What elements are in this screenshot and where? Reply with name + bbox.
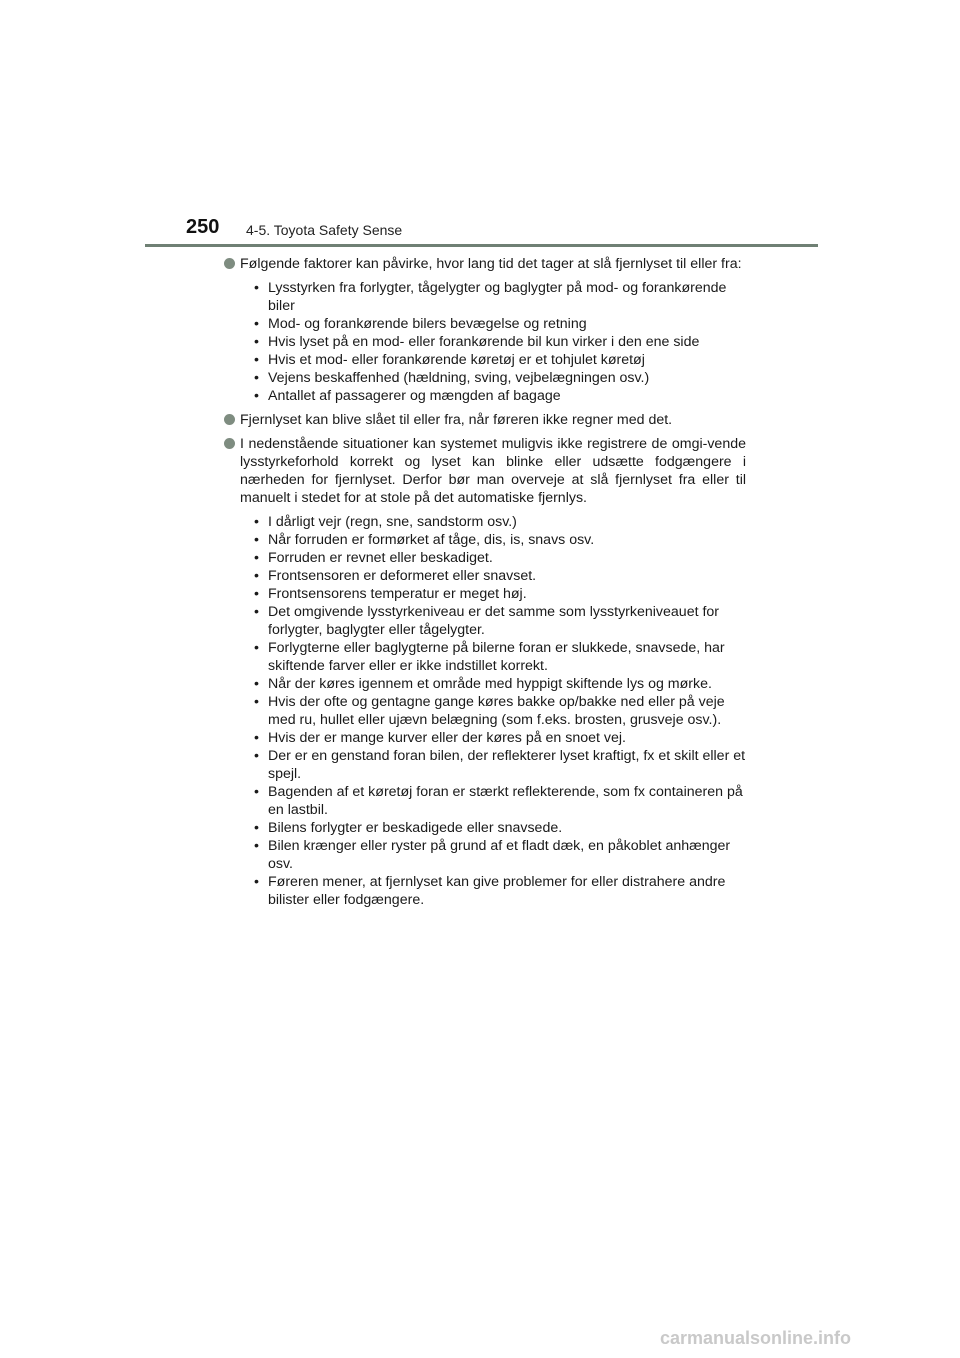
round-bullet-icon	[224, 438, 235, 449]
sub-list-item: • Når forruden er formørket af tåge, dis, is, snavs osv.	[240, 531, 746, 549]
round-bullet-icon	[224, 414, 235, 425]
sub-list-item: • Føreren mener, at fjernlyset kan give problemer for eller distrahere andre bilister eller fodgængere.	[240, 873, 746, 909]
sub-list-item: • Der er en genstand foran bilen, der reflekterer lyset kraftigt, fx et skilt eller et spejl.	[240, 747, 746, 783]
bullet-item	[222, 255, 746, 405]
sub-list-item: • Det omgivende lysstyrkeniveau er det samme som lysstyrkeniveauet for forlygter, baglygter eller tågelygter.	[240, 603, 746, 639]
sub-list-item: • Mod- og forankørende bilers bevægelse og retning	[240, 315, 746, 333]
header-rule	[145, 244, 818, 247]
sub-list-item: • Antallet af passagerer og mængden af bagage	[240, 387, 746, 405]
sub-list-item: • I dårligt vejr (regn, sne, sandstorm osv.)	[240, 513, 746, 531]
sub-list-item: • Forlygterne eller baglygterne på bilerne foran er slukkede, snavsede, har skiftende farver eller er ikke indstillet korrekt.	[240, 639, 746, 675]
watermark-text: carmanualsonline.info	[660, 1328, 852, 1348]
content-body	[222, 255, 746, 909]
bullet-item-text: Fjernlyset kan blive slået til eller fra, når føreren ikke regner med det.	[240, 412, 673, 428]
sub-list-item: • Hvis der ofte og gentagne gange køres bakke op/bakke ned eller på veje med ru, hullet eller ujævn belægning (som f.eks. brosten, grusveje osv.).	[240, 693, 746, 729]
round-bullet-icon	[224, 258, 235, 269]
bullet-item	[222, 411, 746, 429]
sub-list	[240, 513, 746, 909]
sub-list-item: • Hvis lyset på en mod- eller forankørende bil kun virker i den ene side	[240, 333, 746, 351]
sub-list-item: • Hvis et mod- eller forankørende køretøj er et tohjulet køretøj	[240, 351, 746, 369]
sub-list-item: • Frontsensoren er deformeret eller snavset.	[240, 567, 746, 585]
sub-list-item: • Frontsensorens temperatur er meget høj.	[240, 585, 746, 603]
section-title: 4-5. Toyota Safety Sense	[246, 222, 403, 238]
sub-list	[240, 279, 746, 405]
bullet-item-text: I nedenstående situationer kan systemet muligvis ikke registrere de omgi-vende lysstyrkeforhold korrekt og lyset kan blinke eller udsætte fodgængere i nærheden for fjernlyset. Derfor bør man overveje at slå fjernlyset fra eller til manuelt i stedet for at stole på det automatiske fjernlys.	[240, 436, 746, 506]
page-header	[186, 214, 818, 248]
sub-list-item: • Bilen krænger eller ryster på grund af et fladt dæk, en påkoblet anhænger osv.	[240, 837, 746, 873]
page-number: 250	[186, 216, 220, 238]
sub-list-item: • Vejens beskaffenhed (hældning, sving, vejbelægningen osv.)	[240, 369, 746, 387]
sub-list-item: • Lysstyrken fra forlygter, tågelygter og baglygter på mod- og forankørende biler	[240, 279, 746, 315]
bullet-item	[222, 435, 746, 909]
sub-list-item: • Forruden er revnet eller beskadiget.	[240, 549, 746, 567]
bullet-item-text: Følgende faktorer kan påvirke, hvor lang tid det tager at slå fjernlyset til eller fra:	[240, 256, 742, 272]
sub-list-item: • Når der køres igennem et område med hyppigt skiftende lys og mørke.	[240, 675, 746, 693]
sub-list-item: • Bagenden af et køretøj foran er stærkt reflekterende, som fx containeren på en lastbil.	[240, 783, 746, 819]
sub-list-item: • Hvis der er mange kurver eller der køres på en snoet vej.	[240, 729, 746, 747]
sub-list-item: • Bilens forlygter er beskadigede eller snavsede.	[240, 819, 746, 837]
